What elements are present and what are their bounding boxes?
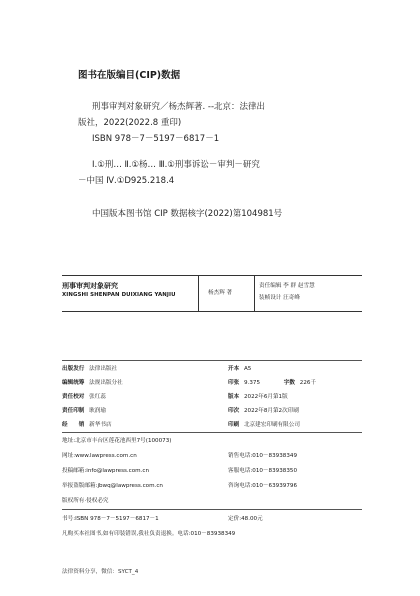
book-block-divider-2: [254, 275, 255, 311]
cip-number: 中国版本图书馆 CIP 数据核字(2022)第104981号: [92, 209, 283, 219]
contact-sales-phone: 销售电话:010－83938349: [228, 453, 298, 459]
cip-line-4: Ⅰ.①刑… Ⅱ.①杨… Ⅲ.①刑事诉讼－审判－研究: [92, 160, 260, 170]
return-notice: 凡购买本社图书,如有印装错误,我社负责退换。电话:010－83938349: [62, 531, 236, 537]
cip-line-2: 版社，2022(2022.8 重印): [78, 118, 182, 128]
pub-format: 开本 A5: [228, 366, 252, 372]
book-block-divider-1: [198, 275, 199, 311]
pub-top-rule: [62, 360, 362, 361]
book-pinyin: XINGSHI SHENPAN DUIXIANG YANJIU: [62, 292, 176, 298]
cip-heading: 图书在版编目(CIP)数据: [78, 70, 181, 81]
bottom-rule: [62, 509, 362, 510]
contact-report-email: 举报盗版邮箱:jbwq@lawpress.com.cn: [62, 483, 163, 489]
contact-service-phone: 客服电话:010－83938350: [228, 468, 298, 474]
contact-inquiry-phone: 咨询电话:010－63939796: [228, 483, 298, 489]
pub-publisher: 出版发行 法律出版社: [62, 366, 118, 372]
book-block-top-rule: [62, 275, 362, 276]
pub-printer: 印刷 北京建宏印刷有限公司: [228, 422, 300, 428]
book-block-bottom-rule: [62, 311, 362, 312]
pub-proofreader: 责任校对 张红蕊: [62, 394, 106, 400]
pub-word-count: 226千: [299, 380, 317, 386]
book-price: 定价:48.00元: [228, 516, 263, 522]
footer-note: 法律资料分享，微信：SYCT_4: [62, 569, 139, 575]
contact-rights: 版权所有·侵权必究: [62, 498, 109, 504]
book-isbn: 书号:ISBN 978－7－5197－6817－1: [62, 516, 159, 522]
contact-address: 地址:北京市丰台区莲花池西里7号(100073): [62, 438, 172, 444]
cip-line-5: －中国 Ⅳ.①D925.218.4: [78, 176, 175, 186]
book-editor: 责任编辑 李 群 赵雪慧: [259, 283, 315, 289]
cip-line-1: 刑事审判对象研究／杨杰辉著. --北京：法律出: [92, 102, 266, 112]
book-author: 杨杰辉 著: [208, 290, 233, 296]
pub-edition: 版本 2022年6月第1版: [228, 394, 288, 400]
contact-top-rule: [62, 432, 362, 433]
pub-sheets: 印张 9.375 字数 226千: [228, 380, 317, 386]
contact-submit-email: 投稿邮箱:info@lawpress.com.cn: [62, 468, 150, 474]
pub-editorial-coordinator: 编辑统筹 法规出版分社: [62, 380, 123, 386]
pub-printing: 印次 2022年8月第2次印刷: [228, 408, 299, 414]
pub-distributor: 经 销 新华书店: [62, 422, 112, 428]
pub-word-count-label: 字数: [283, 380, 295, 386]
contact-website: 网址:www.lawpress.com.cn: [62, 453, 137, 459]
book-designer: 装帧设计 汪奇峰: [259, 295, 300, 301]
pub-print-manager: 责任印制 耿润瑜: [62, 408, 106, 414]
cip-line-3: ISBN 978－7－5197－6817－1: [92, 134, 220, 144]
book-title: 刑事审判对象研究: [62, 282, 118, 290]
